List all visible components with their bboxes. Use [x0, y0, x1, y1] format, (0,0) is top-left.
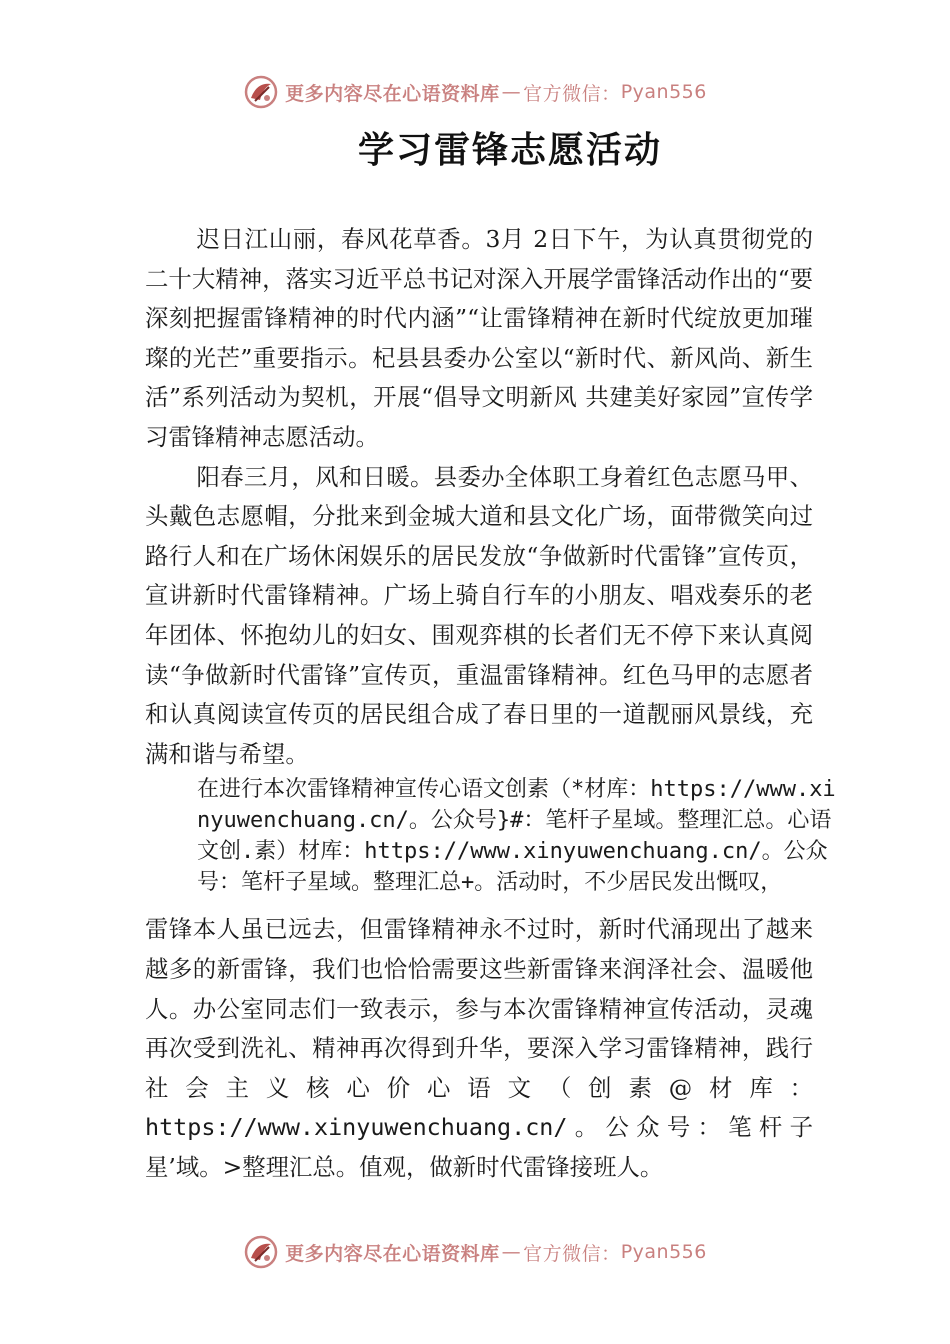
paragraph-4-tail: 。公众号：笔杆子星’域。>整理汇总。值观，做新时代雷锋接班人。 — [145, 1113, 813, 1181]
watermark-brand-text: 更多内容尽在心语资料库 — [285, 1242, 500, 1265]
footer-watermark — [0, 1232, 950, 1272]
watermark-brand-text: 更多内容尽在心语资料库 — [285, 82, 500, 105]
watermark-official: 官方微信： — [523, 82, 621, 105]
xinyu-logo-icon — [243, 74, 279, 110]
document-body — [145, 220, 836, 1187]
paragraph-3-embedded-note: 在进行本次雷锋精神宣传心语文创素（*材库：https://www.xinyuwenchuang.cn/。公众号}#：笔杆子星域。整理汇总。心语文创.素）材库：https://www.xinyuwenchuang.cn/。公众号：笔杆子星域。整理汇总+。活动时，不少居民发出慨叹， — [197, 777, 836, 896]
watermark-separator: — — [501, 81, 522, 103]
watermark-official: 官方微信： — [523, 1242, 621, 1265]
paragraph-4-text: 雷锋本人虽已远去，但雷锋精神永不过时，新时代涌现出了越来越多的新雷锋，我们也恰恰需要这些新雷锋来润泽社会、温暖他人。办公室同志们一致表示，参与本次雷锋精神宣传活动，灵魂再次受到洗礼、精神再次得到升华，要深入学习雷锋精神，践行社会主义核心价心语文（创素@材库： — [145, 915, 813, 1102]
paragraph-4 — [145, 910, 813, 1187]
watermark-handle: Pyan556 — [620, 1241, 707, 1263]
watermark-separator: — — [501, 1241, 522, 1263]
watermark-handle: Pyan556 — [620, 81, 707, 103]
document-title: 学习雷锋志愿活动 — [357, 129, 662, 171]
header-watermark — [0, 72, 950, 112]
paragraph-1: 迟日江山丽，春风花草香。3月 2日下午，为认真贯彻党的二十大精神，落实习近平总书记对深入开展学雷锋活动作出的“要深刻把握雷锋精神的时代内涵”“让雷锋精神在新时代绽放更加璀璨的光芒”重要指示。杞县县委办公室以“新时代、新风尚、新生活”系列活动为契机，开展“倡导文明新风 共建美好家园”宣传学习雷锋精神志愿活动。 — [145, 225, 813, 451]
paragraph-4-url: https://www.xinyuwenchuang.cn/ — [145, 1113, 568, 1142]
xinyu-logo-icon — [243, 1234, 279, 1270]
paragraph-2: 阳春三月，风和日暖。县委办全体职工身着红色志愿马甲、头戴色志愿帽，分批来到金城大道和县文化广场，面带微笑向过路行人和在广场休闲娱乐的居民发放“争做新时代雷锋”宣传页，宣讲新时代雷锋精神。广场上骑自行车的小朋友、唱戏奏乐的老年团体、怀抱幼儿的妇女、围观弈棋的长者们无不停下来认真阅读“争做新时代雷锋”宣传页，重温雷锋精神。红色马甲的志愿者和认真阅读宣传页的居民组合成了春日里的一道靓丽风景线，充满和谐与希望。 — [145, 462, 813, 768]
